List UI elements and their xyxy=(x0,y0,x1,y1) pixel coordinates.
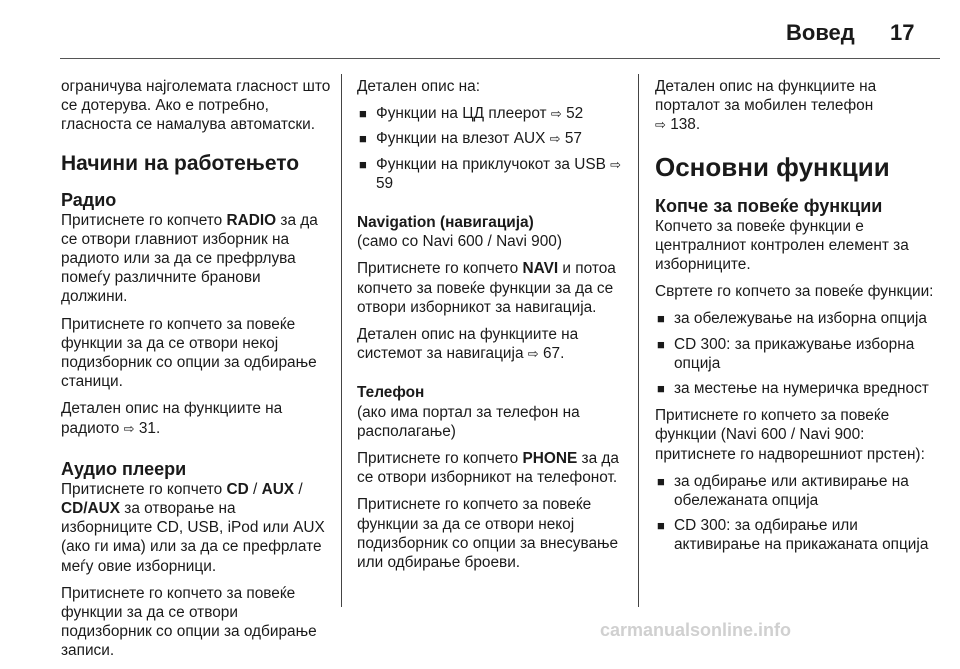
column-2 xyxy=(357,77,629,580)
list-item: ■ за местење на нумеричка вредност xyxy=(657,380,929,398)
page-ref-arrow-icon: ⇨ xyxy=(610,156,622,172)
watermark: carmanualsonline.info xyxy=(600,620,792,640)
turn-knob-list xyxy=(655,309,943,398)
bullet-icon: ■ xyxy=(657,473,665,489)
multifunction-knob-heading: Копче за повеќе функции xyxy=(655,195,883,216)
column-divider-1 xyxy=(341,74,342,607)
navigation-heading: Navigation (навигација) xyxy=(357,214,534,232)
bullet-icon: ■ xyxy=(657,518,665,534)
knob-paragraph-2: Свртете го копчето за повеќе функции: xyxy=(655,283,934,301)
column-divider-2 xyxy=(638,74,639,607)
radio-heading: Радио xyxy=(61,189,117,210)
page-title: Вовед xyxy=(786,20,855,45)
details-list xyxy=(357,104,629,193)
bullet-icon: ■ xyxy=(657,336,665,352)
column-3 xyxy=(655,77,943,563)
navigation-paragraph-2: Детален опис на функциите на системот за навигација ⇨ 67. xyxy=(357,326,579,363)
bullet-icon: ■ xyxy=(359,106,367,122)
press-knob-list xyxy=(655,472,943,555)
navigation-subtitle: (само со Navi 600 / Navi 900) xyxy=(357,233,562,251)
list-item: ■ за одбирање или активирање на обележаната опција xyxy=(657,472,909,510)
column-1 xyxy=(61,77,331,669)
radio-paragraph-2: Притиснете го копчето за повеќе функции за да се отвори некој подизборник со опции за одбирање станици. xyxy=(61,315,317,391)
page-ref-arrow-icon: ⇨ xyxy=(549,131,561,147)
page-ref-arrow-icon: ⇨ xyxy=(550,106,562,122)
phone-paragraph-1: Притиснете го копчето PHONE за да се отвори изборникот на телефонот. xyxy=(357,450,619,487)
navigation-paragraph-1: Притиснете го копчето NAVI и потоа копчето за повеќе функции за да се отвори изборникот за навигација. xyxy=(357,260,616,316)
phone-portal-paragraph: Детален опис на функциите на порталот за мобилен телефон ⇨ 138. xyxy=(655,78,877,134)
operation-modes-heading: Начини на работењето xyxy=(61,151,300,175)
bullet-icon: ■ xyxy=(359,131,367,147)
audio-paragraph-1: Притиснете го копчето CD / AUX / CD/AUX за отворање на изборниците CD, USB, iPod или AUX (ако ги има) или за да се префрлате меѓу овие изборници. xyxy=(61,480,325,575)
page-ref-arrow-icon: ⇨ xyxy=(655,117,666,133)
basic-functions-heading: Основни функции xyxy=(655,151,890,182)
radio-paragraph-3: Детален опис на функциите на радиото ⇨ 31. xyxy=(61,400,283,437)
page-number: 17 xyxy=(890,20,915,45)
list-item: ■ CD 300: за одбирање или активирање на прикажаната опција xyxy=(657,517,929,554)
details-intro: Детален опис на: xyxy=(357,78,481,95)
audio-paragraph-2: Притиснете го копчето за повеќе функции за да се отвори подизборник со опции за одбирање записи. xyxy=(61,584,317,660)
list-item: ■ Функции на влезот AUX ⇨ 57 xyxy=(359,130,582,148)
radio-paragraph-1: Притиснете го копчето RADIO за да се отвори главниот изборник на радиото или за да се префрлува помеѓу различните бранови должини. xyxy=(61,211,318,306)
phone-heading: Телефон xyxy=(357,384,425,402)
list-item: ■ за обележување на изборна опција xyxy=(657,310,927,328)
bullet-icon: ■ xyxy=(657,311,665,327)
phone-subtitle: (ако има портал за телефон на располагање) xyxy=(357,403,580,440)
volume-paragraph: ограничува најголемата гласност што се дотерува. Ако е потребно, гласноста се намалува автоматски. xyxy=(61,78,331,134)
phone-paragraph-2: Притиснете го копчето за повеќе функции за да се отвори некој подизборник со опции за внесување или одбирање броеви. xyxy=(357,496,619,572)
bullet-icon: ■ xyxy=(657,381,665,397)
page-ref-arrow-icon: ⇨ xyxy=(123,420,135,436)
header-divider xyxy=(60,58,940,59)
knob-paragraph-3: Притиснете го копчето за повеќе функции (Navi 600 / Navi 900: притиснете го надворешниот прстен): xyxy=(655,407,925,463)
knob-paragraph-1: Копчето за повеќе функции е централниот контролен елемент за изборниците. xyxy=(655,217,909,274)
page-ref-arrow-icon: ⇨ xyxy=(527,346,539,362)
radio-key-label: RADIO xyxy=(226,211,277,229)
list-item: ■ CD 300: за прикажување изборна опција xyxy=(657,335,915,372)
list-item: ■ Функции на ЦД плеерот ⇨ 52 xyxy=(359,105,584,123)
audio-players-heading: Аудио плеери xyxy=(61,458,187,479)
page-header xyxy=(0,0,960,56)
list-item: ■ Функции на приклучокот за USB ⇨ 59 xyxy=(359,155,622,192)
bullet-icon: ■ xyxy=(359,156,367,172)
